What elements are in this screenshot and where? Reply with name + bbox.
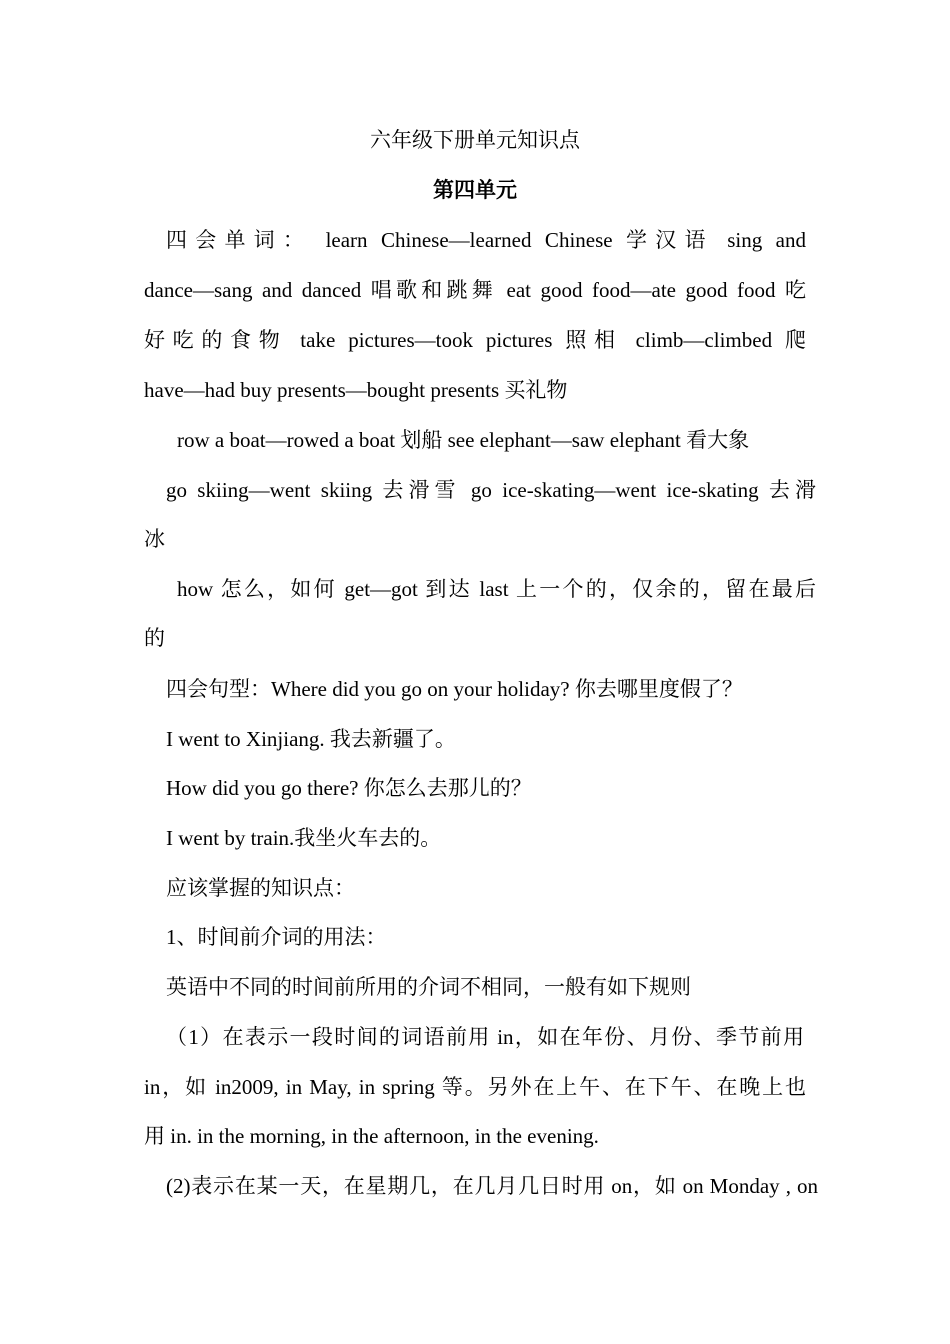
rule-1-line-1: （1）在表示一段时间的词语前用 in，如在年份、月份、季节前用 bbox=[166, 1025, 804, 1049]
sentence-line-1: 四会句型：Where did you go on your holiday? 你去哪里度假了？ bbox=[166, 677, 743, 701]
document-title: 六年级下册单元知识点 bbox=[370, 128, 580, 152]
vocab-line-4: have—had buy presents—bought presents 买礼物 bbox=[144, 378, 568, 402]
unit-heading: 第四单元 bbox=[433, 178, 517, 202]
rule-2-line-1: (2)表示在某一天，在星期几，在几月几日时用 on，如 on Monday , on bbox=[166, 1174, 818, 1198]
vocab-line-2: dance—sang and danced 唱歌和跳舞 eat good food—ate good food 吃 bbox=[144, 278, 806, 302]
knowledge-point-1: 1、时间前介词的用法： bbox=[166, 925, 387, 949]
vocab-line-1: 四会单词： learn Chinese—learned Chinese 学汉语 sing and bbox=[166, 228, 806, 252]
rule-1-line-2: in，如 in2009, in May, in spring 等。另外在上午、在下午、在晚上也 bbox=[144, 1075, 806, 1099]
sentence-line-4: I went by train.我坐火车去的。 bbox=[166, 826, 442, 850]
rule-1-line-3: 用 in. in the morning, in the afternoon, in the evening. bbox=[144, 1124, 599, 1148]
sentence-line-2: I went to Xinjiang. 我去新疆了。 bbox=[166, 727, 456, 751]
vocab-line-3: 好吃的食物 take pictures—took pictures 照相 climb—climbed 爬 bbox=[144, 328, 806, 352]
vocab-line-8: how 怎么，如何 get—got 到达 last 上一个的，仅余的，留在最后 bbox=[177, 577, 816, 601]
vocab-line-9: 的 bbox=[144, 626, 165, 650]
sentence-line-3: How did you go there? 你怎么去那儿的？ bbox=[166, 776, 532, 800]
vocab-line-5: row a boat—rowed a boat 划船 see elephant—saw elephant 看大象 bbox=[177, 428, 750, 452]
vocab-line-7: 冰 bbox=[144, 527, 165, 551]
knowledge-heading: 应该掌握的知识点： bbox=[166, 876, 355, 900]
knowledge-intro: 英语中不同的时间前所用的介词不相同，一般有如下规则 bbox=[166, 975, 691, 999]
vocab-line-6: go skiing—went skiing 去滑雪 go ice-skating—went ice-skating 去滑 bbox=[166, 478, 816, 502]
